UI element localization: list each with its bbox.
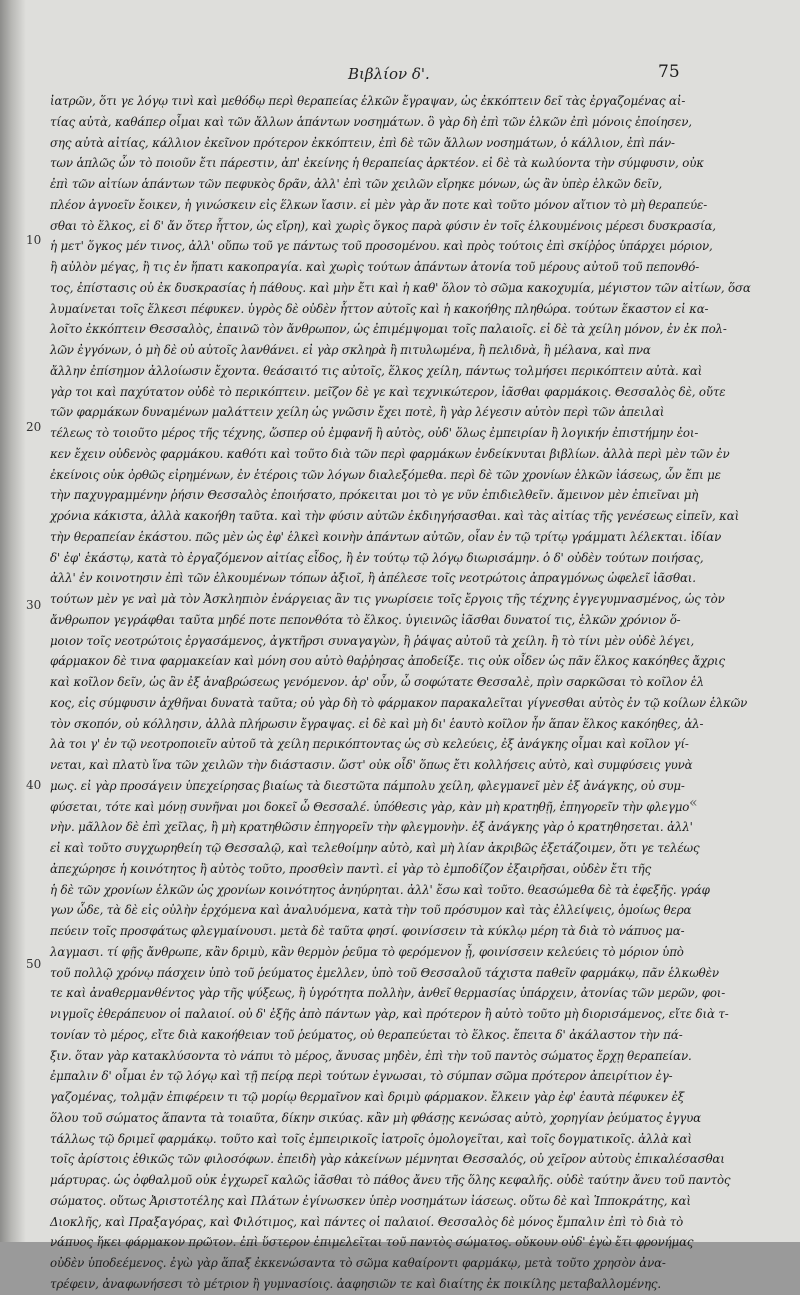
text-line: πεύειν τοῖς προσφάτως φλεγμαίνουσι. μετὰ δὲ ταῦτα φησί. φοινίσσειν τὰ κύκλῳ μέρη τὰ διὰ τὸ νάπυος μα- — [50, 924, 685, 938]
text-line: λῶν ἐγγόνων, ὁ μὴ δὲ οὐ αὐτοῖς λανθάνει. εἰ γὰρ σκληρὰ ἢ πιτυλωμένα, ἢ πελιδνὰ, ἢ μέλανα, καὶ πνα — [50, 343, 651, 357]
text-line: τονίαν τὸ μέρος, εἴτε διὰ κακοήθειαν τοῦ ῥεύματος, οὐ θεραπεύεται τὸ ἕλκος. ἔπειτα δ' ἀκάλαστον τὴν πά- — [50, 1027, 683, 1042]
margin-mark: « — [689, 795, 698, 811]
text-line: νὴν. μᾶλλον δὲ ἐπὶ χεῖλας, ἢ μὴ κρατηθῶσιν ἐπηγορεῖν τὴν φλεγμονὴν. ἐξ ἀνάγκης γὰρ ὁ κρατηθησεται. ἀλλ' — [50, 820, 693, 835]
text-line: τρέφειν, ἀναφωνήσεσι τὸ μέτριον ἢ γυμνασίοις. ἀαφησιῶν τε καὶ διαίτης ἐκ ποικίλης μεταβαλλομένης. — [50, 1276, 661, 1291]
text-line: τὴν θεραπείαν ἑκάστου. πῶς μὲν ὡς ἐφ' ἑλκεὶ κοινὴν ἁπάντων αὐτῶν, οἷαν ἐν τῷ τρίτῳ γράμματι λέλεκται. ἰδίαν — [50, 529, 722, 544]
text-line: γὰρ τοι καὶ παχύτατον οὐδὲ τὸ περικόπτειν. μεῖζον δὲ γε καὶ τεχνικώτερον, ἰᾶσθαι φαρμάκοις. Θεσσαλὸς δὲ, οὔτε — [50, 384, 726, 399]
text-line: των ἁπλῶς ὧν τὸ ποιοῦν ἔτι πάρεστιν, ἀπ' ἐκείνης ἡ θεραπείας ἀρκτέον. εἰ δὲ τὰ κωλύοντα τὴν σύμφυσιν, οὐκ — [50, 156, 704, 171]
text-line: Διοκλῆς, καὶ Πραξαγόρας, καὶ Φιλότιμος, καὶ πάντες οἱ παλαιοί. Θεσσαλὸς δὲ μόνος ἔμπαλιν ἐπὶ τὸ διὰ τὸ — [50, 1214, 684, 1229]
text-line: λὰ τοι γ' ἐν τῷ νεοτροποιεῖν αὐτοῦ τὰ χείλη περικόπτοντας ὡς σὺ κελεύεις, ἐξ ἀνάγκης οἶμαι καὶ κοῖλον γί- — [50, 737, 689, 752]
text-line: φάρμακον δὲ τινα φαρμακείαν καὶ μόνη σου αὐτὸ θαῤῥησας ἀποδείξε. τις οὐκ οἶδεν ὡς πᾶν ἕλκος κακόηθες ἄχρις — [50, 654, 725, 669]
line-number-40: 40 — [26, 778, 42, 792]
text-line: χρόνια κάκιστα, ἀλλὰ κακοήθη ταῦτα. καὶ τὴν φύσιν αὐτῶν ἐκδιηγήσασθαι. καὶ τὰς αἰτίας τῆς γενέσεως εἰπεῖν, καὶ — [50, 509, 740, 523]
text-line: καὶ κοῖλον δεῖν, ὡς ἂν ἐξ ἀναβρώσεως γενόμενον. ἀρ' οὖν, ὦ σοφώτατε Θεσσαλὲ, πρὶν σαρκῶσαι τὸ κοῖλον ἑλ — [50, 675, 705, 689]
text-line: νιγμοῖς ἐθεράπευον οἱ παλαιοί. οὐ δ' ἐξῆς ἀπὸ πάντων γὰρ, καὶ πρότερον ἢ αὐτὸ τοῦτο μὴ διορισάμενος, εἴτε διὰ τ- — [50, 1007, 729, 1021]
text-line: τὴν παχυγραμμένην ῥήσιν Θεσσαλὸς ἐποιήσατο, πρόκειται μοι τὸ γε νῦν ἐπιδιελθεῖν. ἄμεινον μὲν ἐπιεῖναι μὴ — [50, 488, 699, 503]
text-line: γαζομένας, τολμᾷν ἐπιφέρειν τι τῷ μορίῳ θερμαῖνον καὶ δριμὺ φάρμακον. ἔλκειν γὰρ ἐφ' ἑαυτὰ πέφυκεν ἐξ — [50, 1090, 685, 1104]
line-number-20: 20 — [26, 420, 42, 434]
text-line: λοῖτο ἐκκόπτειν Θεσσαλὸς, ἐπαινῶ τὸν ἄνθρωπον, ὡς ἐπιμέμψομαι τοῖς παλαιοῖς. εἰ δὲ τὰ χείλη μόνον, ἐν ἐκ πολ- — [50, 322, 727, 337]
text-line: γων ὧδε, τὰ δὲ εἰς οὐλὴν ἐρχόμενα καὶ ἀναλυόμενα, κατὰ τὴν τοῦ πρόσυμον καὶ τὰς ἐλλείψεις, ὁμοίως θερα — [50, 903, 692, 918]
text-line: τοῦ πολλῷ χρόνῳ πάσχειν ὑπὸ τοῦ ῥεύματος ἐμελλεν, ὑπὸ τοῦ Θεσσαλοῦ τάχιστα παθεῖν φαρμάκῳ, πᾶν ἑλκωθὲν — [50, 965, 719, 980]
text-line: τῶν φαρμάκων δυναμένων μαλάττειν χείλη ὡς γνῶσιν ἔχει ποτὲ, ἢ γὰρ λέγεσιν αὐτὸν περὶ τῶν ἀπειλαὶ — [50, 405, 665, 420]
text-line: κος, εἰς σύμφυσιν ἀχθῆναι δυνατὰ ταῦτα; οὐ γὰρ δὴ τὸ φάρμακον παρακαλεῖται γίγνεσθαι αὐτὸς ἐν τῷ κοίλων ἑλκῶν — [50, 695, 748, 710]
line-number-30: 30 — [26, 598, 42, 612]
text-line: ἰατρῶν, ὅτι γε λόγῳ τινὶ καὶ μεθόδῳ περὶ θεραπείας ἑλκῶν ἔγραψαν, ὡς ἐκκόπτειν δεῖ τὰς ἐργαζομένας αἰ- — [50, 94, 686, 108]
text-line: τούτων μὲν γε ναὶ μὰ τὸν Ἀσκληπιὸν ἐνάργειας ἂν τις γνωρίσειε τοῖς ἔργοις τῆς τέχνης ἐγγεγυμνασμένος, ὡς τὸν — [50, 592, 725, 606]
text-line: ἢ αὐλὸν μέγας, ἢ τις ἐν ἥπατι κακοπραγία. καὶ χωρὶς τούτων ἁπάντων ἀτονία τοῦ μέρους αὐτοῦ τοῦ πεπονθό- — [50, 260, 700, 274]
body-text — [50, 91, 751, 1295]
text-line: νάπυος ἥκει φάρμακον πρῶτον. ἐπὶ ὕστερον ἐπιμελεῖται τοῦ παντὸς σώματος. οὔκουν οὐδ' ἐγὼ ἔτι φρονήμας — [50, 1235, 694, 1250]
text-line: ὅλου τοῦ σώματος ἅπαντα τὰ τοιαῦτα, δίκην σικύας. κἂν μὴ φθάσῃς κενώσας αὐτὸ, χορηγίαν ῥεύματος ἐγγυα — [50, 1110, 701, 1125]
text-line: τέλεως τὸ τοιοῦτο μέρος τῆς τέχνης, ὥσπερ οὐ ἐμφανῆ ἢ αὐτὸς, οὐδ' ὅλως ἐμπειρίαν ἢ λογικήν ἐπιστήμην ἐοι- — [50, 426, 699, 440]
text-line: μάρτυρας. ὡς ὀφθαλμοῦ οὐκ ἐγχωρεῖ καλῶς ἰᾶσθαι τὸ πάθος ἄνευ τῆς ὅλης κεφαλῆς. οὐδὲ ταύτην ἄνευ τοῦ παντὸς — [50, 1173, 731, 1187]
text-line: λυμαίνεται τοῖς ἕλκεσι πέφυκεν. ὑγρὸς δὲ οὐδὲν ἧττον αὐτοῖς καὶ ἡ κακοήθης πληθώρα. τούτων ἕκαστον εἰ κα- — [50, 301, 709, 316]
running-head: Βιβλίον δ'. — [348, 65, 430, 83]
line-number-10: 10 — [26, 233, 42, 247]
text-line: τοῖς ἀρίστοις ἐθικῶς τῶν φιλοσόφων. ἐπειδὴ γὰρ κἀκείνων μέμνηται Θεσσαλός, οὐ χεῖρον αὐτοὺς ἐπικαλέσασθαι — [50, 1152, 725, 1167]
text-line: ἐκείνοις οὐκ ὀρθῶς εἰρημένων, ἐν ἑτέροις τῶν λόγων διαλεξόμεθα. περὶ δὲ τῶν χρονίων ἑλκῶν ἰάσεως, ὧν ἔπι με — [50, 467, 721, 482]
text-line: σθαι τὸ ἕλκος, εἰ δ' ἄν ὅτερ ἧττον, ὡς εἴρη), καὶ χωρὶς ὅγκος παρὰ φύσιν ἐν τοῖς ἑλκουμένοις μέρεσι δυσκρασία, — [50, 218, 716, 233]
text-line: κεν ἔχειν οὐδενὸς φαρμάκου. καθότι καὶ τοῦτο διὰ τῶν περὶ φαρμάκων ἐνδείκνυται βιβλίων. ἀλλὰ περὶ μὲν τῶν ἐν — [50, 446, 730, 461]
text-line: μοιον τοῖς νεοτρώτοις ἐργασάμενος, ἀγκτῆρσι συναγαγὼν, ἢ ῥάψας αὐτοῦ τὰ χείλη. ἢ τὸ τίνι μὲν οὐδὲ λέγει, — [50, 633, 695, 648]
text-line: τίας αὐτὰ, καθάπερ οἶμαι καὶ τῶν ἄλλων ἁπάντων νοσημάτων. ὃ γὰρ δὴ ἐπὶ τῶν ἑλκῶν ἐπὶ μόνοις ἐποίησεν, — [50, 114, 692, 129]
text-line: σώματος. οὕτως Ἀριστοτέλης καὶ Πλάτων ἐγίνωσκεν ὑπὲρ νοσημάτων ἰάσεως. οὕτω δὲ καὶ Ἱπποκράτης, καὶ — [50, 1193, 691, 1208]
text-line: τάλλως τῷ δριμεῖ φαρμάκῳ. τοῦτο καὶ τοῖς ἐμπειρικοῖς ἰατροῖς ὁμολογεῖται, καὶ τοῖς δογματικοῖς. ἀλλὰ καὶ — [50, 1131, 692, 1146]
text-line: ἀλλ' ἐν κοινοτησιν ἐπὶ τῶν ἑλκουμένων τόπων ἀξιοῖ, ἢ ἀπέλεσε τοῖς νεοτρώτοις ἀπραγμόνως ὠφελεῖ ἰᾶσθαι. — [50, 571, 696, 586]
text-line: ἐπὶ τῶν αἰτίων ἁπάντων τῶν πεφυκὸς δρᾶν, ἀλλ' ἐπὶ τῶν χειλῶν εἴρηκε μόνων, ὡς ἂν ὑπὲρ ἑλκῶν δεῖν, — [50, 177, 663, 191]
text-line: τὸν σκοπόν, οὐ κόλλησιν, ἀλλὰ πλήρωσιν ἔγραψας. εἰ δὲ καὶ μὴ δι' ἑαυτὸ κοῖλον ἦν ἅπαν ἕλκος κακόηθες, ἀλ- — [50, 716, 704, 731]
text-line: ἡ δὲ τῶν χρονίων ἑλκῶν ὡς χρονίων κοινότητος ἀνηύρηται. ἀλλ' ἔσω καὶ τοῦτο. θεασώμεθα δὲ τὰ ἐφεξῆς. γράφ — [50, 882, 710, 897]
text-line: εἰ καὶ τοῦτο συγχωρηθείη τῷ Θεσσαλῷ, καὶ τελεθοίμην αὐτὸ, καὶ μὴ λίαν ἀκριβῶς ἐξετάζοιμεν, ὅτι γε τελέως — [50, 841, 700, 855]
text-line: ἄνθρωπον γεγράφθαι ταῦτα μηδέ ποτε πεπονθότα τὸ ἕλκος. ὑγιεινῶς ἰᾶσθαι δυνατοί τις, ἑλκῶν χρόνιον ὅ- — [50, 612, 681, 627]
text-line: ξιν. ὅταν γὰρ κατακλύσοντα τὸ νάπυι τὸ μέρος, ἄνυσας μηδὲν, ἐπὶ τὴν τοῦ παντὸς σώματος ἔρχῃ θεραπείαν. — [50, 1048, 692, 1063]
text-line: νεται, καὶ πλατὺ ἵνα τῶν χειλῶν τὴν διάστασιν. ὥστ' οὐκ οἶδ' ὅπως ἔτι κολλήσεις αὐτὸ, καὶ συμφύσεις γυνὰ — [50, 758, 693, 772]
binding-gutter — [0, 0, 26, 1242]
text-line: φύσεται, τότε καὶ μόνῃ συνῆναι μοι δοκεῖ ὦ Θεσσαλέ. ὑπόθεσις γὰρ, κὰν μὴ κρατηθῇ, ἐπηγορεῖν τὴν φλεγμο — [50, 799, 690, 814]
text-line: ἐμπαλιν δ' οἶμαι ἐν τῷ λόγῳ καὶ τῇ πείρᾳ περὶ τούτων ἐγνωσαι, τὸ σύμπαν σῶμα πρότερον ἀπειρίτιον ἐγ- — [50, 1069, 673, 1084]
line-number-50: 50 — [26, 957, 42, 971]
text-line: τε καὶ ἀναθερμανθέντος γὰρ τῆς ψύξεως, ἢ ὑγρότητα πολλὴν, ἀνθεῖ θερμασίας ὑπάρχειν, ἀτονίας τῶν μερῶν, φοι- — [50, 986, 726, 1001]
text-line: δ' ἐφ' ἑκάστῳ, κατὰ τὸ ἐργαζόμενον αἰτίας εἶδος, ἢ ἐν τούτῳ τῷ λόγῳ διωρισάμην. ὁ δ' οὐδὲν τούτων ποιήσας, — [50, 550, 704, 565]
text-line: λαγμασι. τί φῇς ἄνθρωπε, κἂν δριμὺ, κἂν θερμὸν ῥεῦμα τὸ φερόμενον ᾖ, φοινίσσειν κελεύεις τὸ μόριον ὑπὸ — [50, 944, 684, 959]
text-line: σης αὐτὰ αἰτίας, κάλλιον ἐκεῖνον πρότερον ἐκκόπτειν, ἐπὶ δὲ τῶν ἄλλων νοσημάτων, ὁ κάλλιον, ἐπὶ πάν- — [50, 135, 675, 150]
text-line: ἡ μετ' ὅγκος μέν τινος, ἀλλ' οὔπω τοῦ γε πάντως τοῦ προσομένου. καὶ πρὸς τούτοις ἐπὶ σκίῤῥος ὑπάρχει μόριον, — [50, 239, 713, 254]
text-line: οὐδὲν ὑποδεέμενος. ἐγὼ γὰρ ἅπαξ ἐκκενώσαντα τὸ σῶμα καθαίροντι φαρμάκῳ, μετὰ τοῦτο χρησὸν ἀνα- — [50, 1256, 666, 1270]
text-line: μως. εἰ γὰρ προσάγειν ὑπεχείρησας βιαίως τὰ διεστῶτα πάμπολυ χείλη, φλεγμανεῖ μὲν ἐξ ἀνάγκης, οὐ συμ- — [50, 778, 685, 793]
page-header — [0, 62, 800, 86]
text-line: τος, ἐπίστασις οὐ ἐκ δυσκρασίας ἡ πάθους. καὶ μὴν ἔτι καὶ ἡ καθ' ὅλον τὸ σῶμα κακοχυμία, μέγιστον τῶν αἰτίων, ὅσα — [50, 280, 751, 295]
text-line: πλέον ἀγνοεῖν ἔοικεν, ἡ γινώσκειν εἰς ἕλκων ἴασιν. εἰ μὲν γὰρ ἄν ποτε καὶ τοῦτο μόνον αἴτιον τὸ μὴ θεραπεύε- — [50, 197, 708, 212]
text-line: ἄλλην ἐπίσημον ἀλλοίωσιν ἔχοντα. θεάσαιτό τις αὐτοῖς, ἕλκος χείλη, πάντως τολμήσει περικόπτειν αὐτὰ. καὶ — [50, 363, 703, 378]
text-line: ἀπεχώρησε ἡ κοινότητος ἢ αὐτὸς τοῦτο, προσθεὶν παντὶ. εἰ γὰρ τὸ ἐμποδίζον ἐξαιρῆσαι, οὐδὲν ἔτι τῆς — [50, 861, 652, 876]
page-number: 75 — [658, 62, 680, 82]
